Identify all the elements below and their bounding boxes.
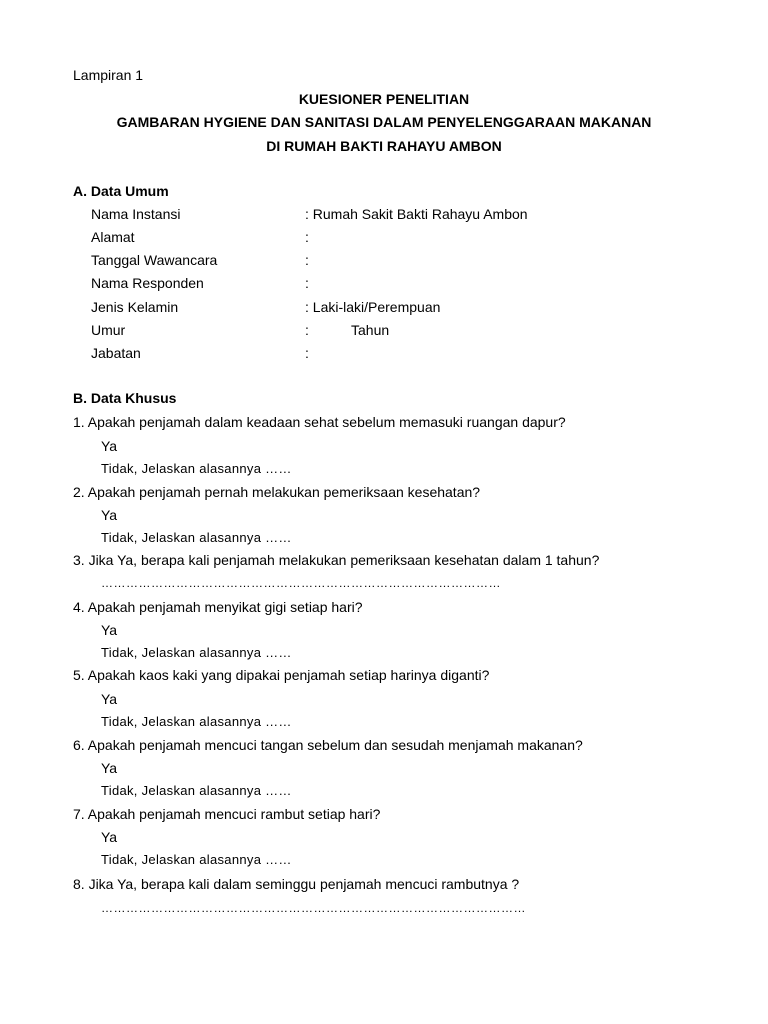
question-8: 8. Jika Ya, berapa kali dalam seminggu penjamah mencuci rambutnya ?	[73, 876, 520, 892]
field-value-age: :	[305, 322, 309, 338]
question-8-answer-blank: …………………………………………………………………………………………	[101, 901, 526, 915]
field-label-gender: Jenis Kelamin	[91, 299, 179, 315]
field-value-institution: : Rumah Sakit Bakti Rahayu Ambon	[305, 206, 528, 222]
field-label-interview-date: Tanggal Wawancara	[91, 252, 218, 268]
question-6: 6. Apakah penjamah mencuci tangan sebelum dan sesudah menjamah makanan?	[73, 737, 583, 753]
question-1-option-no: Tidak, Jelaskan alasannya ……	[101, 461, 292, 476]
field-value-position: :	[305, 345, 309, 361]
field-unit-age: Tahun	[351, 322, 390, 338]
field-value-interview-date: :	[305, 252, 309, 268]
question-5: 5. Apakah kaos kaki yang dipakai penjamah setiap harinya diganti?	[73, 667, 490, 683]
question-1-option-yes: Ya	[101, 438, 118, 454]
question-3: 3. Jika Ya, berapa kali penjamah melakukan pemeriksaan kesehatan dalam 1 tahun?	[73, 552, 600, 568]
field-value-address: :	[305, 229, 309, 245]
document-subtitle-location: DI RUMAH BAKTI RAHAYU AMBON	[266, 138, 502, 154]
field-value-gender: : Laki-laki/Perempuan	[305, 299, 441, 315]
question-7-option-no: Tidak, Jelaskan alasannya ……	[101, 852, 292, 867]
field-label-respondent: Nama Responden	[91, 275, 204, 291]
question-2: 2. Apakah penjamah pernah melakukan pemeriksaan kesehatan?	[73, 484, 481, 500]
document-subtitle: GAMBARAN HYGIENE DAN SANITASI DALAM PENYELENGGARAAN MAKANAN	[116, 114, 652, 130]
question-5-option-yes: Ya	[101, 691, 118, 707]
field-label-position: Jabatan	[91, 345, 141, 361]
question-1: 1. Apakah penjamah dalam keadaan sehat sebelum memasuki ruangan dapur?	[73, 414, 566, 430]
document-title: KUESIONER PENELITIAN	[298, 91, 470, 107]
field-value-respondent: :	[305, 275, 309, 291]
question-4-option-no: Tidak, Jelaskan alasannya ……	[101, 645, 292, 660]
question-6-option-no: Tidak, Jelaskan alasannya ……	[101, 783, 292, 798]
field-label-age: Umur	[91, 322, 126, 338]
section-a-heading: A. Data Umum	[73, 183, 169, 199]
question-5-option-no: Tidak, Jelaskan alasannya ……	[101, 714, 292, 729]
question-4-option-yes: Ya	[101, 622, 118, 638]
field-label-institution: Nama Instansi	[91, 206, 181, 222]
question-7-option-yes: Ya	[101, 829, 118, 845]
question-2-option-no: Tidak, Jelaskan alasannya ……	[101, 530, 292, 545]
section-b-heading: B. Data Khusus	[73, 390, 177, 406]
question-2-option-yes: Ya	[101, 507, 118, 523]
field-label-address: Alamat	[91, 229, 135, 245]
question-6-option-yes: Ya	[101, 760, 118, 776]
attachment-label: Lampiran 1	[73, 67, 144, 83]
question-7: 7. Apakah penjamah mencuci rambut setiap hari?	[73, 806, 381, 822]
question-4: 4. Apakah penjamah menyikat gigi setiap hari?	[73, 599, 363, 615]
question-3-answer-blank: ……………………………………………………………………………………	[101, 576, 501, 590]
